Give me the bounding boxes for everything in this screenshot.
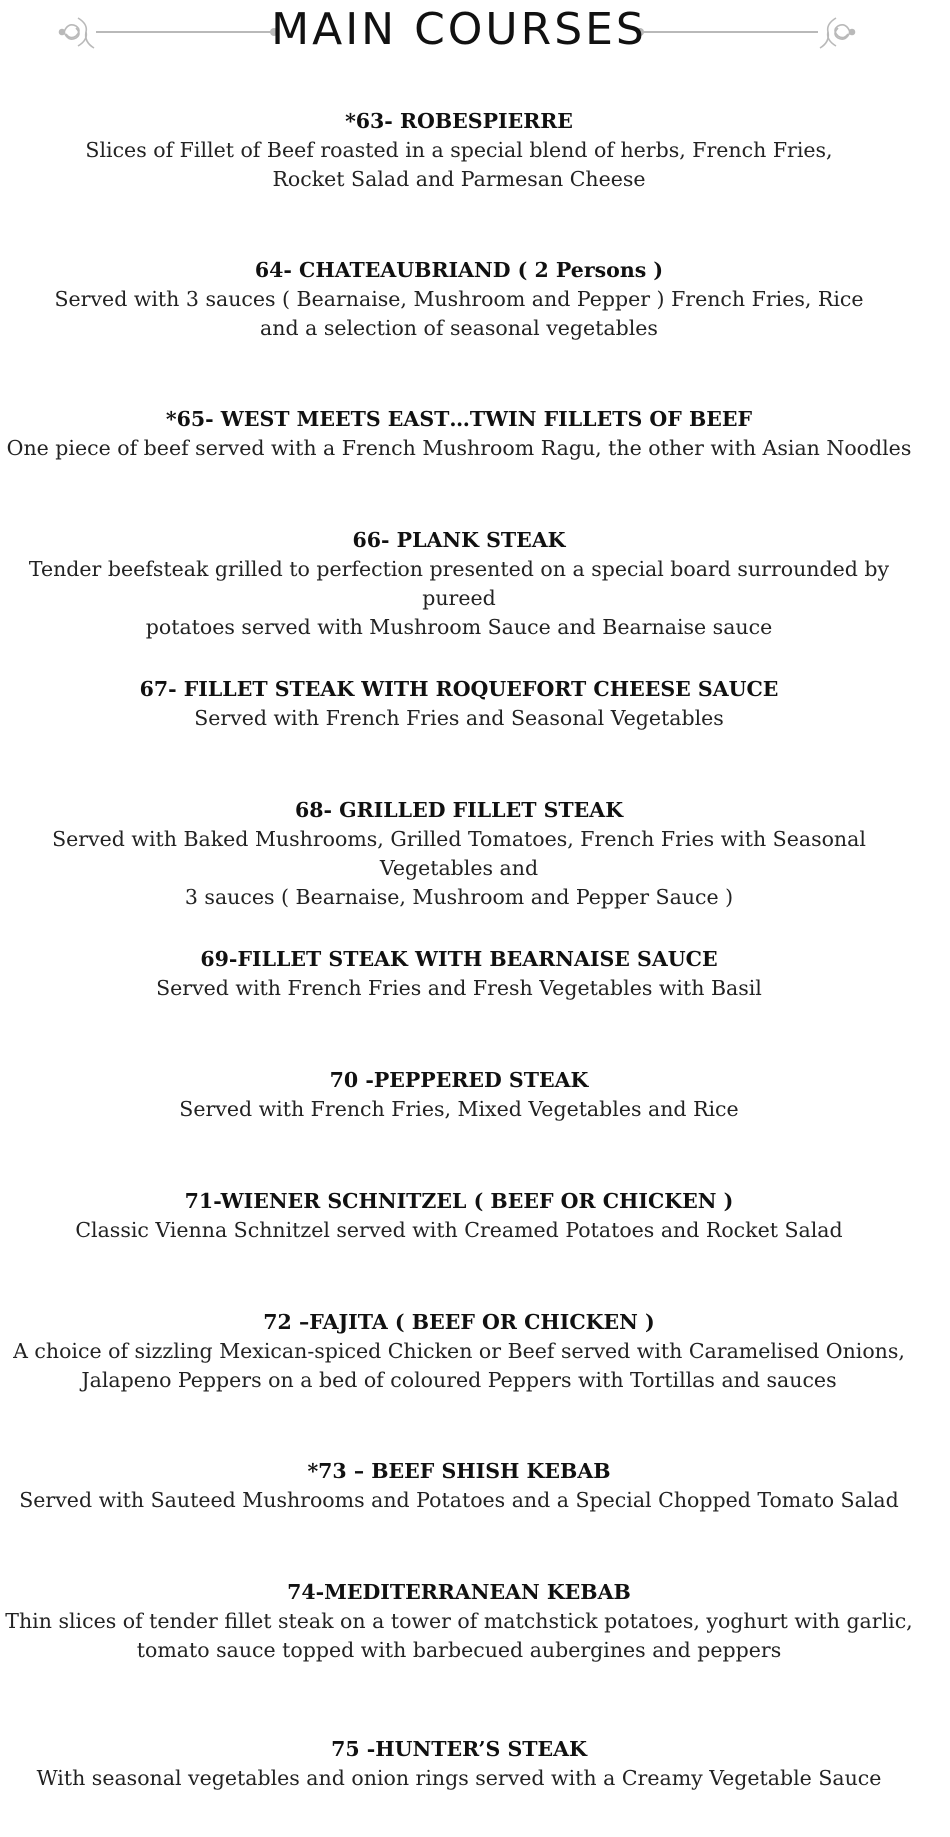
menu-item-description: Served with Sauteed Mushrooms and Potatoes and a Special Chopped Tomato Salad	[19, 1488, 899, 1512]
page-title: MAIN COURSES	[271, 4, 647, 55]
menu-item-description: One piece of beef served with a French Mushroom Ragu, the other with Asian Noodles	[6, 436, 912, 460]
menu-header	[0, 0, 950, 70]
menu-item-name: *73 – BEEF SHISH KEBAB	[307, 1459, 611, 1483]
menu-item-name: 75 -HUNTER’S STEAK	[331, 1737, 587, 1761]
menu-item-name: 70 -PEPPERED STEAK	[329, 1068, 589, 1092]
menu-item-name: 66- PLANK STEAK	[352, 528, 566, 552]
menu-item	[0, 1457, 918, 1515]
menu-item	[0, 1578, 918, 1665]
menu-item-name: 71-WIENER SCHNITZEL ( BEEF OR CHICKEN )	[184, 1189, 734, 1213]
menu-item-description: A choice of sizzling Mexican-spiced Chicken or Beef served with Caramelised Onions, Jalapeno Peppers on a bed of coloured Peppers with Tortillas and sauces	[13, 1339, 905, 1392]
menu-item-description: Thin slices of tender fillet steak on a tower of matchstick potatoes, yoghurt with garlic, tomato sauce topped with barbecued aubergines and peppers	[5, 1609, 913, 1662]
menu-item	[0, 256, 918, 343]
menu-item-name: 74-MEDITERRANEAN KEBAB	[287, 1580, 631, 1604]
menu-item	[0, 675, 918, 733]
menu-item-name: 67- FILLET STEAK WITH ROQUEFORT CHEESE SAUCE	[139, 677, 779, 701]
menu-item	[0, 526, 918, 642]
menu-item	[0, 405, 918, 463]
menu-item-name: *65- WEST MEETS EAST…TWIN FILLETS OF BEEF	[165, 407, 753, 431]
menu-item	[0, 1308, 918, 1395]
menu-item	[0, 1187, 918, 1245]
menu-item-name: 68- GRILLED FILLET STEAK	[294, 798, 624, 822]
menu-item-name: 64- CHATEAUBRIAND ( 2 Persons )	[254, 258, 664, 282]
menu-item-name: 69-FILLET STEAK WITH BEARNAISE SAUCE	[200, 947, 718, 971]
menu-item-name: *63- ROBESPIERRE	[345, 109, 573, 133]
menu-item	[0, 1066, 918, 1124]
menu-item-description: With seasonal vegetables and onion rings served with a Creamy Vegetable Sauce	[36, 1766, 882, 1790]
menu-item	[0, 796, 918, 912]
menu-item-description: Served with 3 sauces ( Bearnaise, Mushroom and Pepper ) French Fries, Rice and a selection of seasonal vegetables	[54, 287, 864, 340]
menu-item-description: Served with French Fries and Seasonal Vegetables	[194, 706, 724, 730]
menu-item-description: Slices of Fillet of Beef roasted in a special blend of herbs, French Fries, Rocket Salad and Parmesan Cheese	[85, 138, 833, 191]
menu-item-description: Served with Baked Mushrooms, Grilled Tomatoes, French Fries with Seasonal Vegetables and 3 sauces ( Bearnaise, Mushroom and Pepper Sauce )	[52, 827, 866, 909]
menu-item-description: Tender beefsteak grilled to perfection presented on a special board surrounded by pureed potatoes served with Mushroom Sauce and Bearnaise sauce	[28, 557, 890, 639]
menu-item-name: 72 –FAJITA ( BEEF OR CHICKEN )	[263, 1310, 655, 1334]
menu-item	[0, 945, 918, 1003]
menu-item-description: Served with French Fries and Fresh Vegetables with Basil	[156, 976, 762, 1000]
menu-item	[0, 1735, 918, 1793]
menu-item-description: Classic Vienna Schnitzel served with Creamed Potatoes and Rocket Salad	[75, 1218, 843, 1242]
menu-item	[0, 107, 918, 194]
menu-item-description: Served with French Fries, Mixed Vegetables and Rice	[179, 1097, 739, 1121]
